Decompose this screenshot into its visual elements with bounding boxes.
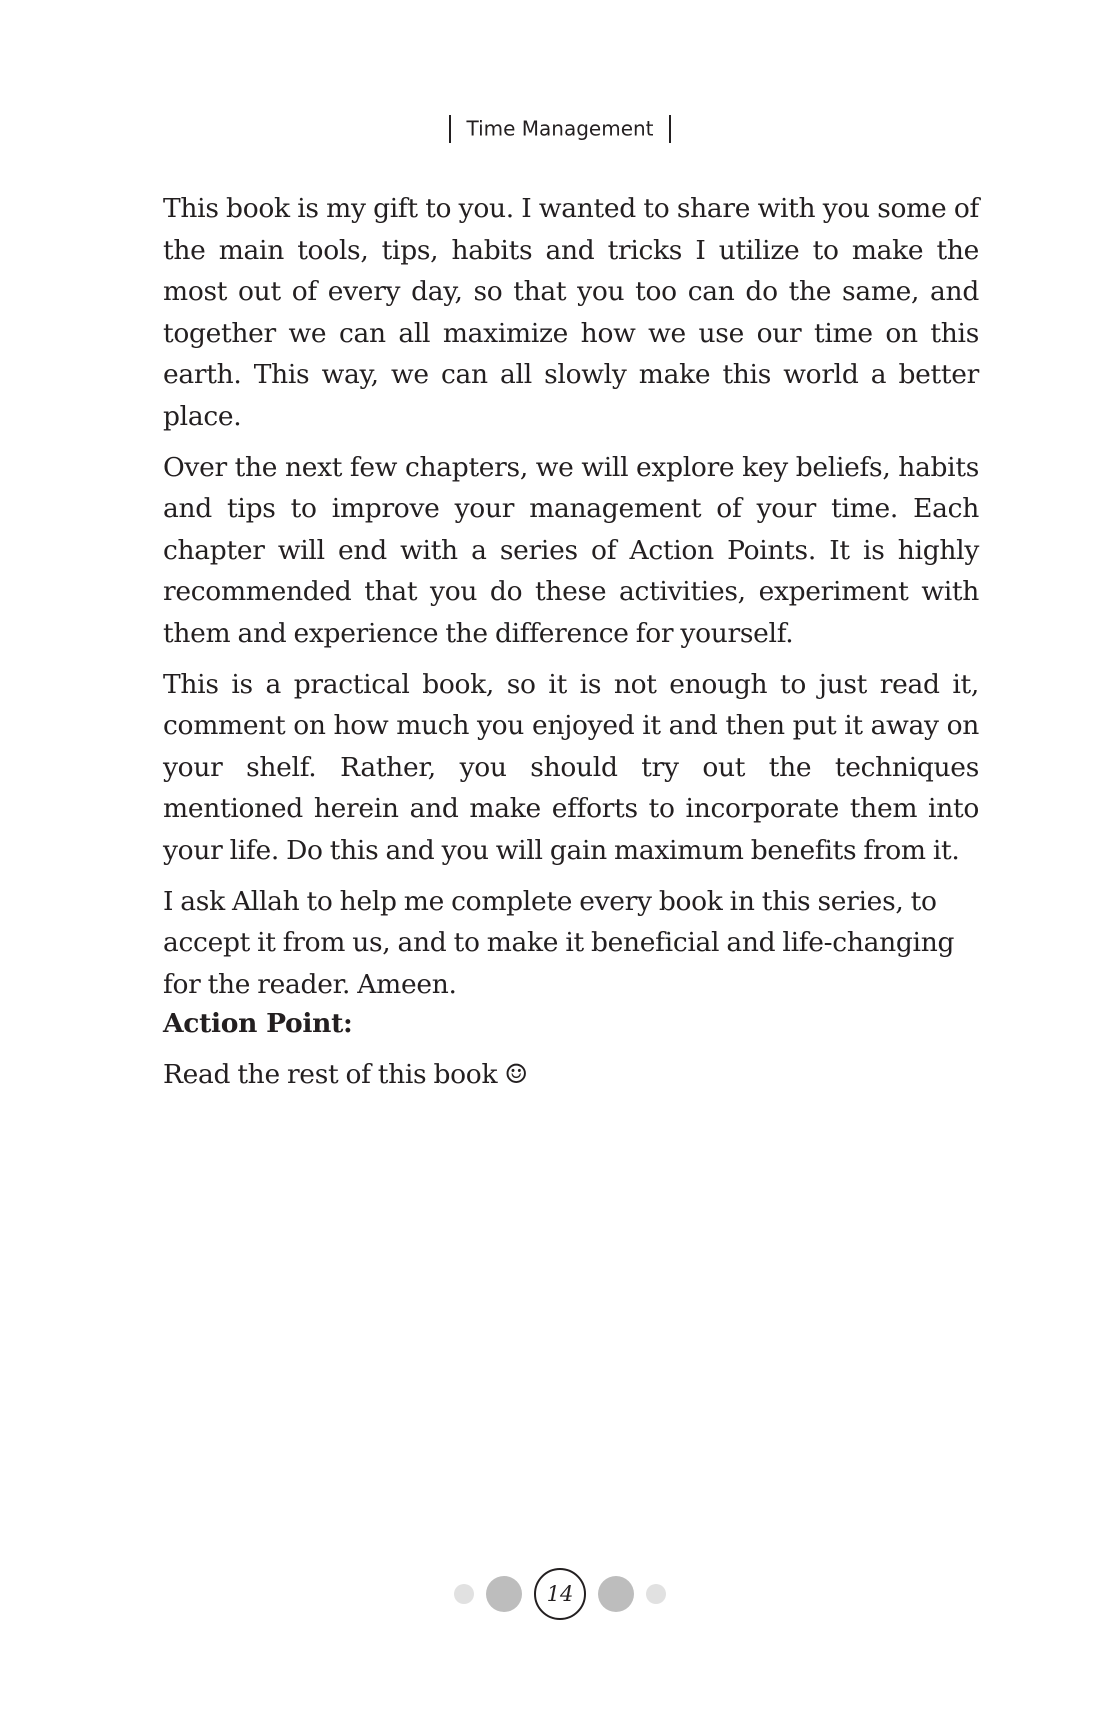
footer-dot-small-right	[646, 1584, 666, 1604]
action-point-heading: Action Point:	[163, 1008, 353, 1039]
page-footer	[0, 1566, 1120, 1622]
body-text	[163, 188, 979, 1014]
running-title: Time Management	[466, 116, 654, 141]
footer-dot-large-right	[598, 1576, 634, 1612]
footer-dot-large-left	[486, 1576, 522, 1612]
header-divider-right	[669, 115, 671, 143]
running-header	[0, 112, 1120, 144]
action-point-text: Read the rest of this book ☺	[163, 1059, 528, 1090]
header-divider-left	[449, 115, 451, 143]
page-number: 14	[534, 1568, 586, 1620]
footer-dot-small-left	[454, 1584, 474, 1604]
paragraph-gift: This book is my gift to you. I wanted to share with you some of the main tools, tips, habits and tricks I utilize to make the most out of every day, so that you too can do the same, and together we can all maximize how we use our time on this earth. This way, we can all slowly make this world a better place.	[163, 193, 979, 432]
paragraph-practical: This is a practical book, so it is not enough to just read it, comment on how much you enjoyed it and then put it away on your shelf. Rather, you should try out the techniques mentioned herein and make efforts to incorporate them into your life. Do this and you will gain maximum benefits from it.	[163, 668, 979, 866]
paragraph-chapters: Over the next few chapters, we will explore key beliefs, habits and tips to improve your management of your time. Each chapter will end with a series of Action Points. It is highly recommended that you do these activities, experiment with them and experience the difference for yourself.	[163, 451, 979, 649]
paragraph-dua: I ask Allah to help me complete every book in this series, to accept it from us, and to make it beneficial and life-changing for the reader. Ameen.	[163, 885, 955, 1000]
